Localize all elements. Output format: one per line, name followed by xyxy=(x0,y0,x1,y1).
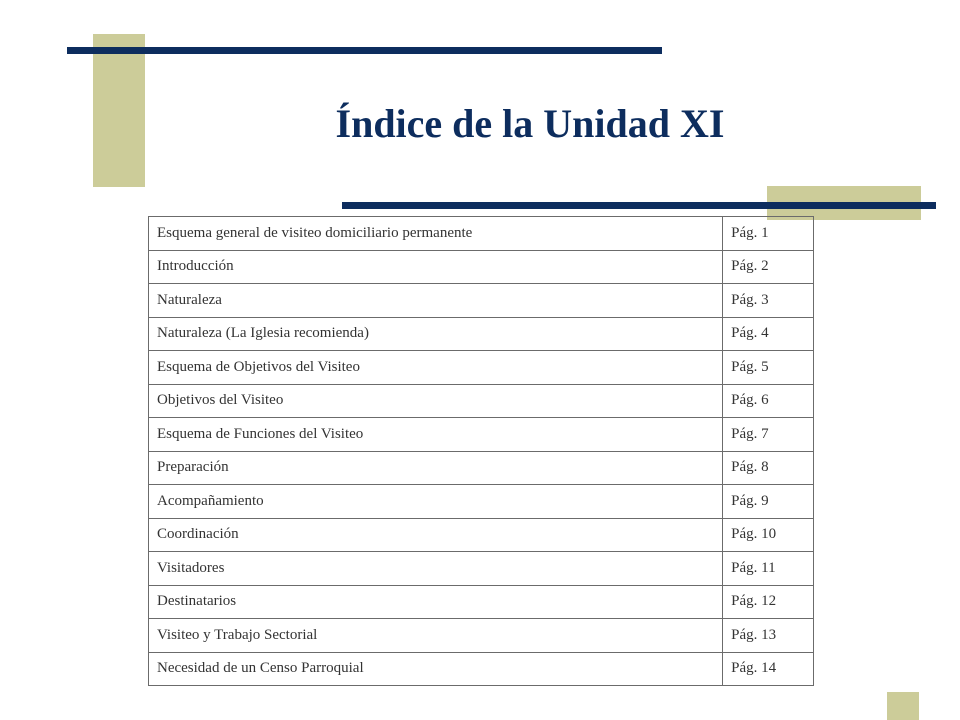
toc-page-number: Pág. 8 xyxy=(723,451,814,485)
toc-row xyxy=(149,451,814,485)
toc-page-number: Pág. 10 xyxy=(723,518,814,552)
toc-page-number: Pág. 14 xyxy=(723,652,814,686)
toc-table xyxy=(148,216,814,686)
toc-page-number: Pág. 7 xyxy=(723,418,814,452)
toc-entry: Esquema general de visiteo domiciliario permanente xyxy=(149,217,723,251)
toc-row xyxy=(149,384,814,418)
toc-row xyxy=(149,585,814,619)
toc-page-number: Pág. 3 xyxy=(723,284,814,318)
toc-page-number: Pág. 2 xyxy=(723,250,814,284)
toc-row xyxy=(149,351,814,385)
toc-page-number: Pág. 4 xyxy=(723,317,814,351)
toc-entry: Visitadores xyxy=(149,552,723,586)
toc-entry: Necesidad de un Censo Parroquial xyxy=(149,652,723,686)
toc-entry: Naturaleza xyxy=(149,284,723,318)
toc-entry: Objetivos del Visiteo xyxy=(149,384,723,418)
toc-row xyxy=(149,652,814,686)
toc-page-number: Pág. 6 xyxy=(723,384,814,418)
decor-bar-top xyxy=(67,47,662,54)
decor-bar-middle xyxy=(342,202,936,209)
decor-block-bottom-right xyxy=(887,692,919,720)
toc-entry: Esquema de Funciones del Visiteo xyxy=(149,418,723,452)
toc-page-number: Pág. 9 xyxy=(723,485,814,519)
toc-row xyxy=(149,552,814,586)
toc-page-number: Pág. 1 xyxy=(731,224,769,241)
toc-row xyxy=(149,317,814,351)
page-title: Índice de la Unidad XI xyxy=(335,101,725,146)
toc-row xyxy=(149,518,814,552)
toc-row xyxy=(149,619,814,653)
toc-page-number: Pág. 5 xyxy=(723,351,814,385)
toc-page-number: Pág. 11 xyxy=(723,552,814,586)
toc-entry: Destinatarios xyxy=(149,585,723,619)
toc-row xyxy=(149,418,814,452)
toc-row xyxy=(149,284,814,318)
toc-entry: Acompañamiento xyxy=(149,485,723,519)
toc-row xyxy=(149,250,814,284)
toc-page-number: Pág. 13 xyxy=(723,619,814,653)
toc-page-number: Pág. 12 xyxy=(723,585,814,619)
toc-entry: Naturaleza (La Iglesia recomienda) xyxy=(149,317,723,351)
toc-row xyxy=(149,217,814,251)
toc-entry: Esquema de Objetivos del Visiteo xyxy=(149,351,723,385)
toc-row xyxy=(149,485,814,519)
toc-entry: Introducción xyxy=(149,250,723,284)
toc-entry: Preparación xyxy=(149,451,723,485)
toc-entry: Visiteo y Trabajo Sectorial xyxy=(149,619,723,653)
toc-entry: Coordinación xyxy=(149,518,723,552)
